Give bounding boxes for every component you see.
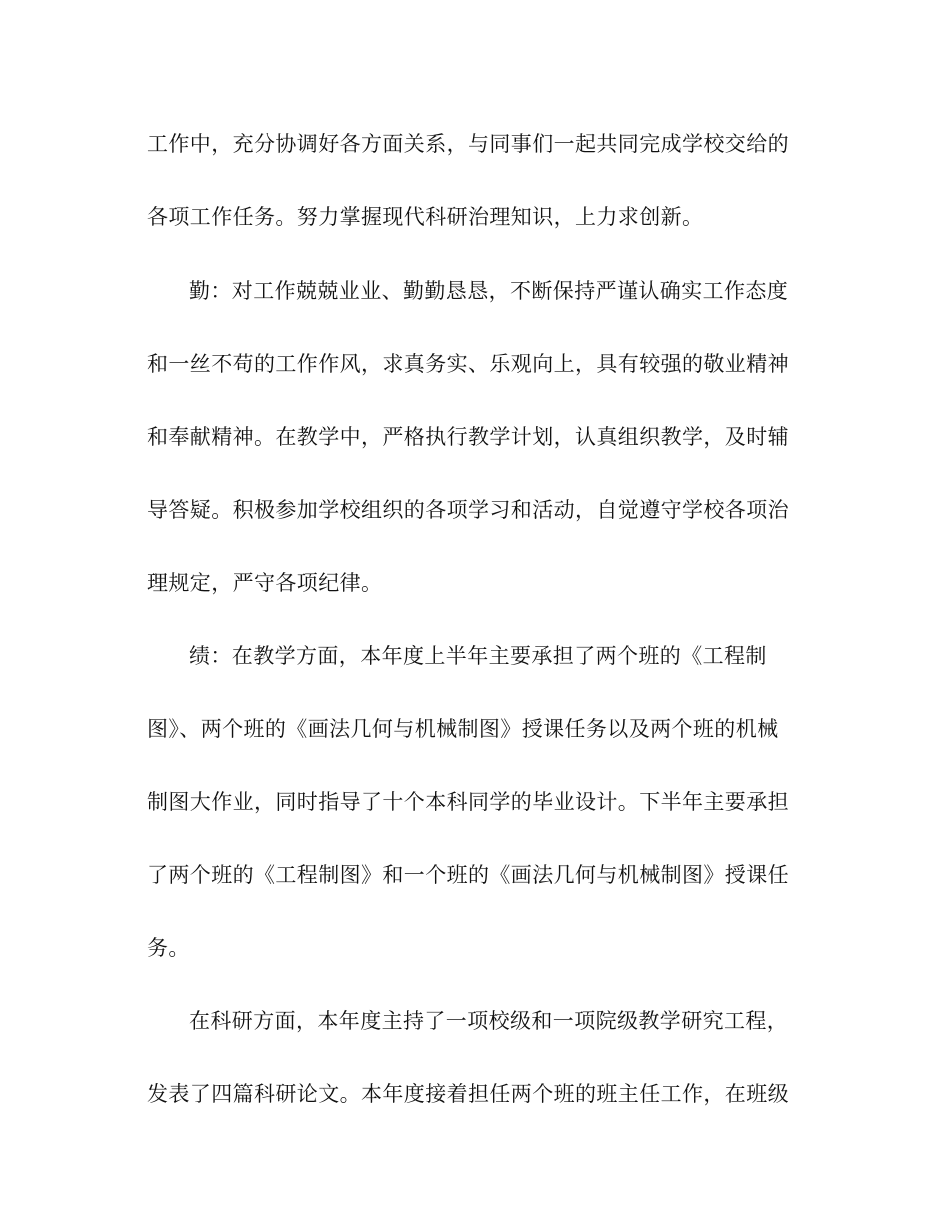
text-line-4: 和一丝不苟的工作作风，求真务实、乐观向上，具有较强的敬业精神 [147,352,789,376]
text-line-7: 理规定，严守各项纪律。 [147,571,383,595]
text-line-11: 了两个班的《工程制图》和一个班的《画法几何与机械制图》授课任 [147,863,789,887]
text-line-9: 图》、两个班的《画法几何与机械制图》授课任务以及两个班的机械 [147,717,779,741]
text-line-6: 导答疑。积极参加学校组织的各项学习和活动，自觉遵守学校各项治 [147,498,789,522]
text-line-5: 和奉献精神。在教学中，严格执行教学计划，认真组织教学，及时辅 [147,425,789,449]
text-line-12: 务。 [147,936,190,960]
text-line-8-paragraph-start: 绩：在教学方面，本年度上半年主要承担了两个班的《工程制 [189,644,767,668]
text-line-13-paragraph-start: 在科研方面，本年度主持了一项校级和一项院级教学研究工程， [189,1009,789,1033]
text-line-1: 工作中，充分协调好各方面关系，与同事们一起共同完成学校交给的 [147,132,789,156]
text-line-14: 发表了四篇科研论文。本年度接着担任两个班的班主任工作，在班级 [147,1082,789,1106]
text-line-2: 各项工作任务。努力掌握现代科研治理知识，上力求创新。 [147,205,704,229]
text-line-3-paragraph-start: 勤：对工作兢兢业业、勤勤恳恳，不断保持严谨认确实工作态度 [189,279,789,303]
text-line-10: 制图大作业，同时指导了十个本科同学的毕业设计。下半年主要承担 [147,790,789,814]
